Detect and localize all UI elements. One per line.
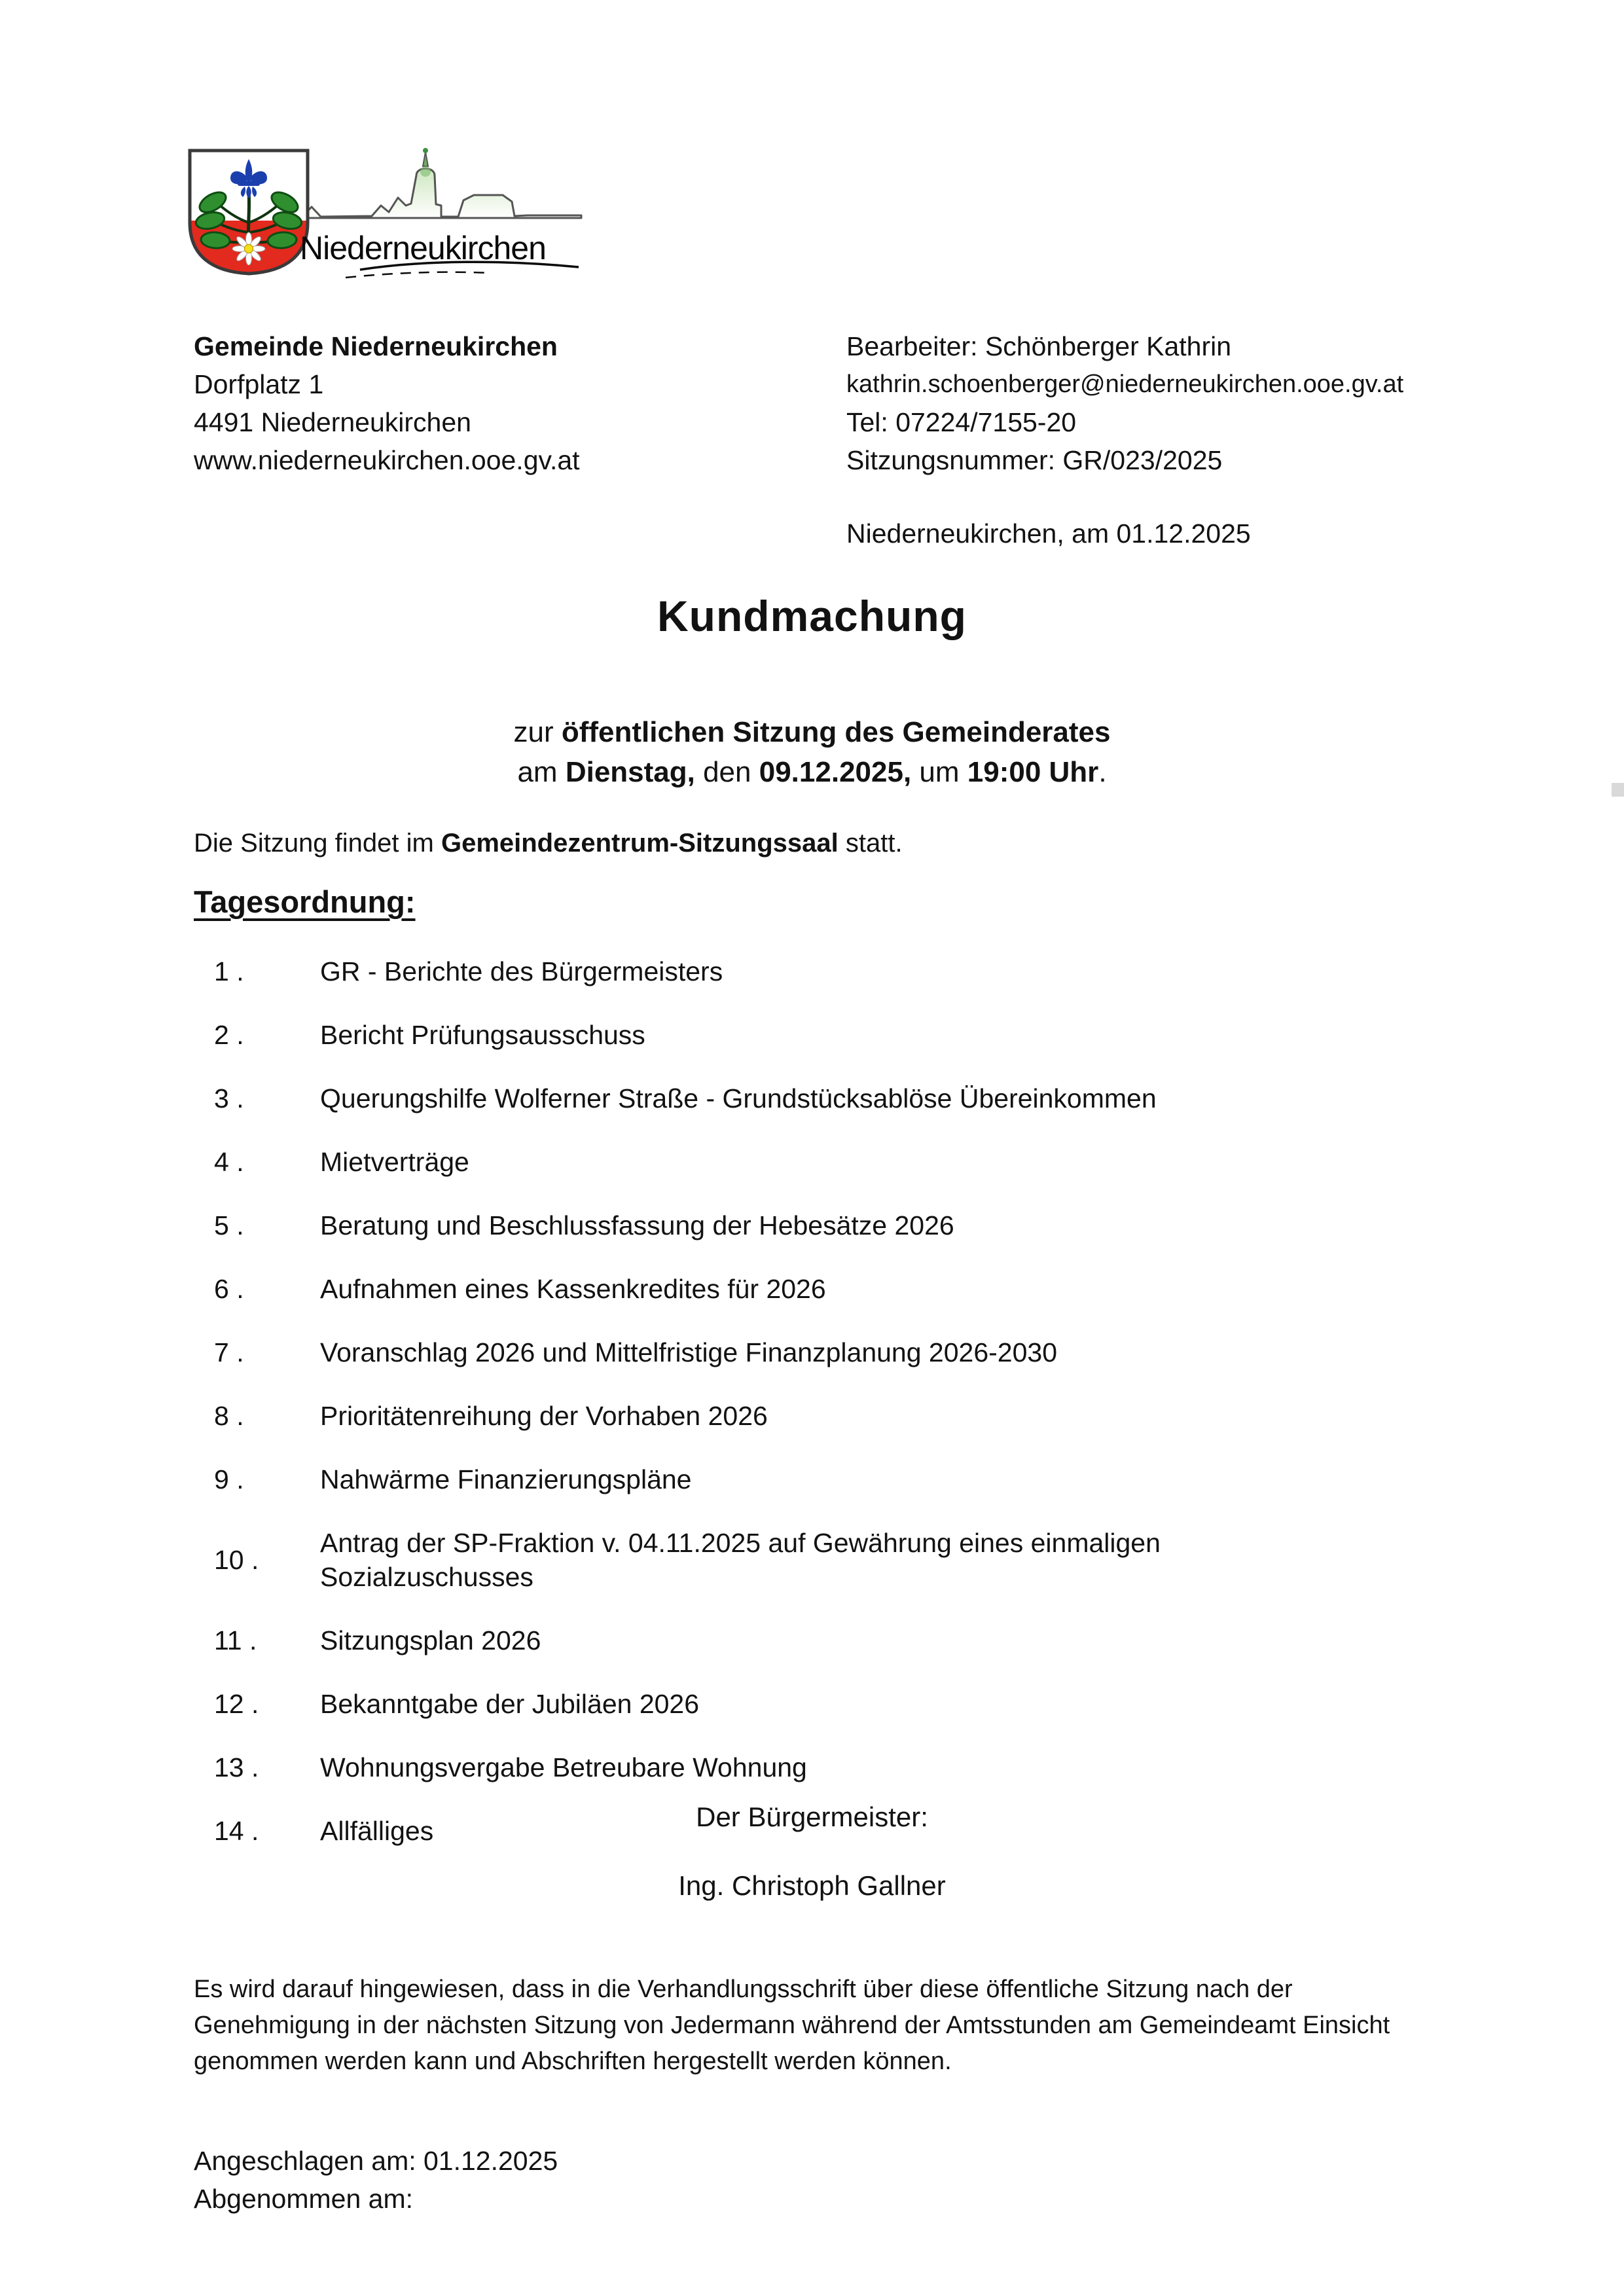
- agenda-item-number: 6 .: [214, 1274, 244, 1304]
- agenda-item: [214, 954, 1340, 988]
- sender-website: www.niederneukirchen.ooe.gv.at: [194, 445, 580, 475]
- contact-session-number: Sitzungsnummer: GR/023/2025: [846, 445, 1223, 475]
- sender-org: Gemeinde Niederneukirchen: [194, 331, 558, 361]
- agenda-item-text: Voranschlag 2026 und Mittelfristige Finanzplanung 2026-2030: [320, 1337, 1057, 1367]
- sender-street: Dorfplatz 1: [194, 369, 324, 399]
- agenda-item-text: Allfälliges: [320, 1816, 434, 1846]
- daisy-icon: [232, 232, 265, 265]
- agenda-item-text: Bekanntgabe der Jubiläen 2026: [320, 1689, 700, 1719]
- text-segment: statt.: [838, 829, 903, 858]
- agenda-item: [214, 1018, 1340, 1052]
- agenda-item-number: 14 .: [214, 1816, 259, 1846]
- agenda-item: [214, 1462, 1340, 1496]
- sender-city: 4491 Niederneukirchen: [194, 407, 471, 437]
- text-segment: den: [695, 756, 759, 788]
- agenda-item-number: 7 .: [214, 1337, 244, 1367]
- text-segment: 19:00 Uhr: [967, 756, 1099, 788]
- agenda-item-text: Aufnahmen eines Kassenkredites für 2026: [320, 1274, 826, 1304]
- text-segment: um: [911, 756, 967, 788]
- public-inspection-notice: [194, 1972, 1451, 2080]
- agenda-item-number: 2 .: [214, 1020, 244, 1050]
- text-segment: 09.12.2025,: [759, 756, 912, 788]
- text-segment: Die Sitzung findet im: [194, 829, 441, 858]
- agenda-item: [214, 1687, 1340, 1721]
- agenda-item-number: 13 .: [214, 1752, 259, 1782]
- meeting-location-line: [194, 829, 903, 858]
- place-and-date-line: Niederneukirchen, am 01.12.2025: [846, 518, 1251, 549]
- agenda-item-number: 4 .: [214, 1147, 244, 1177]
- agenda-item-text: Wohnungsvergabe Betreubare Wohnung: [320, 1752, 807, 1782]
- invitation-line-2: [0, 752, 1624, 792]
- agenda-item-text: Mietverträge: [320, 1147, 469, 1177]
- notice-line-2: Genehmigung in der nächsten Sitzung von Jedermann während der Amtsstunden am Gemeindeamt Einsicht: [194, 2012, 1390, 2039]
- text-segment: zur: [513, 716, 562, 748]
- agenda-item-number: 1 .: [214, 956, 244, 986]
- agenda-item: [214, 1623, 1340, 1657]
- agenda-item-number: 5 .: [214, 1210, 244, 1240]
- agenda-item-number: 11 .: [214, 1625, 257, 1655]
- agenda-item: [214, 1526, 1340, 1594]
- signature-block: [0, 1801, 1624, 1902]
- invitation-block: [0, 712, 1624, 792]
- agenda-item-number: 12 .: [214, 1689, 259, 1719]
- agenda-item-text: Prioritätenreihung der Vorhaben 2026: [320, 1401, 768, 1431]
- agenda-item-number: 9 .: [214, 1464, 244, 1494]
- text-segment: Dienstag,: [565, 756, 695, 788]
- notice-line-1: Es wird darauf hingewiesen, dass in die Verhandlungsschrift über diese öffentliche Sitzung nach der: [194, 1976, 1293, 2003]
- agenda-item-number: 10 .: [214, 1545, 259, 1575]
- agenda-item-text: Querungshilfe Wolferner Straße - Grundstücksablöse Übereinkommen: [320, 1083, 1157, 1113]
- agenda-item: [214, 1399, 1340, 1433]
- posted-date-line: Angeschlagen am: 01.12.2025: [194, 2146, 558, 2176]
- text-segment: .: [1098, 756, 1107, 788]
- agenda-item-text: Sitzungsplan 2026: [320, 1625, 541, 1655]
- agenda-item: [214, 1145, 1340, 1179]
- agenda-item-text: Nahwärme Finanzierungspläne: [320, 1464, 692, 1494]
- coat-of-arms-and-skyline-icon: [182, 131, 601, 291]
- agenda-item: [214, 1081, 1340, 1115]
- document-title: Kundmachung: [657, 592, 967, 640]
- text-segment: öffentlichen Sitzung des Gemeinderates: [561, 716, 1111, 748]
- contact-block: [846, 327, 1403, 479]
- agenda-item-number: 3 .: [214, 1083, 244, 1113]
- agenda-item: [214, 1335, 1340, 1369]
- contact-clerk: Bearbeiter: Schönberger Kathrin: [846, 331, 1232, 361]
- signature-name: Ing. Christoph Gallner: [678, 1870, 946, 1901]
- coat-of-arms-shield-icon: [187, 151, 311, 280]
- agenda-item-text: GR - Berichte des Bürgermeisters: [320, 956, 723, 986]
- contact-email: kathrin.schoenberger@niederneukirchen.ooe.gv.at: [846, 370, 1404, 398]
- posting-dates-block: [194, 2142, 558, 2218]
- agenda-item-text: Beratung und Beschlussfassung der Hebesätze 2026: [320, 1210, 954, 1240]
- contact-phone: Tel: 07224/7155-20: [846, 407, 1077, 437]
- agenda-item-number: 8 .: [214, 1401, 244, 1431]
- agenda-item: [214, 1208, 1340, 1242]
- signature-role: Der Bürgermeister:: [696, 1801, 928, 1832]
- agenda-list: [214, 954, 1340, 1877]
- removed-date-line: Abgenommen am:: [194, 2184, 414, 2214]
- municipality-logo: [182, 131, 601, 291]
- agenda-heading: Tagesordnung:: [194, 884, 416, 919]
- agenda-item-text: Antrag der SP-Fraktion v. 04.11.2025 auf Gewährung eines einmaligen Sozialzuschusses: [320, 1528, 1161, 1592]
- scan-artifact: [1612, 783, 1624, 797]
- invitation-line-1: [0, 712, 1624, 752]
- agenda-item: [214, 1750, 1340, 1784]
- text-segment: Gemeindezentrum-Sitzungssaal: [441, 829, 839, 858]
- village-skyline-icon: [295, 148, 581, 218]
- notice-line-3: genommen werden kann und Abschriften hergestellt werden können.: [194, 2048, 952, 2075]
- agenda-item-text: Bericht Prüfungsausschuss: [320, 1020, 645, 1050]
- logo-wordmark: Niederneukirchen: [300, 230, 546, 266]
- sender-address-block: [194, 327, 580, 479]
- text-segment: am: [517, 756, 566, 788]
- agenda-item: [214, 1272, 1340, 1306]
